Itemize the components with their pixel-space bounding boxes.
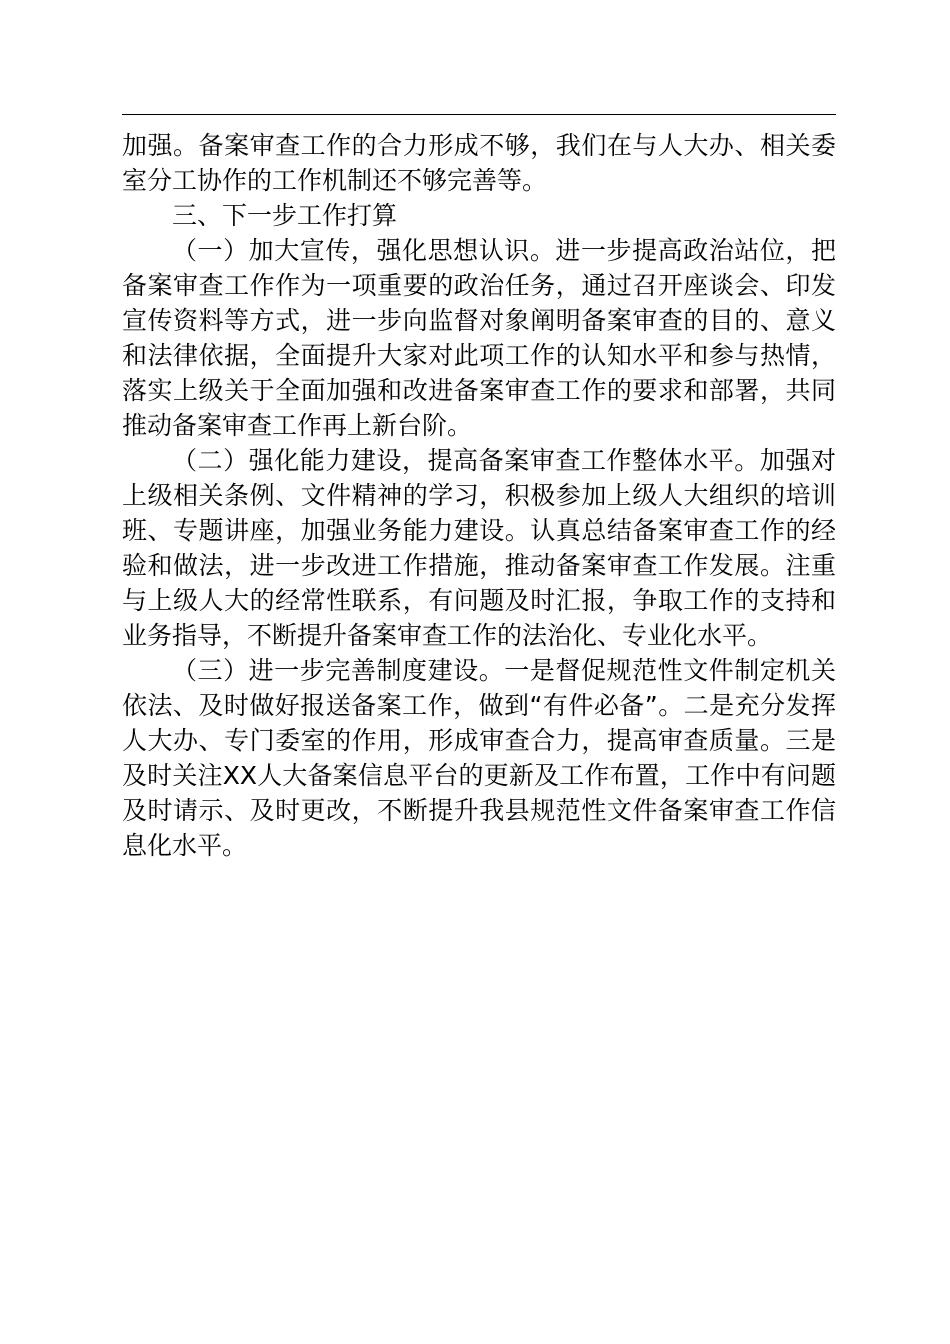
document-body (122, 128, 836, 863)
header-rule (122, 114, 836, 115)
paragraph-item-2: （二）强化能力建设，提高备案审查工作整体水平。加强对上级相关条例、文件精神的学习，积极参加上级人大组织的培训班、专题讲座，加强业务能力建设。认真总结备案审查工作的经验和做法，进一步改进工作措施，推动备案审查工作发展。注重与上级人大的经常性联系，有问题及时汇报，争取工作的支持和业务指导，不断提升备案审查工作的法治化、专业化水平。 (122, 446, 836, 650)
paragraph-item-3: （三）进一步完善制度建设。一是督促规范性文件制定机关依法、及时做好报送备案工作，做到“有件必备”。二是充分发挥人大办、专门委室的作用，形成审查合力，提高审查质量。三是及时关注XX人大备案信息平台的更新及工作布置，工作中有问题及时请示、及时更改，不断提升我县规范性文件备案审查工作信息化水平。 (122, 656, 836, 860)
section-heading-next-steps: 三、下一步工作打算 (172, 201, 398, 230)
paragraph-item-1: （一）加大宣传，强化思想认识。进一步提高政治站位，把备案审查工作作为一项重要的政治任务，通过召开座谈会、印发宣传资料等方式，进一步向监督对象阐明备案审查的目的、意义和法律依据，全面提升大家对此项工作的认知水平和参与热情，落实上级关于全面加强和改进备案审查工作的要求和部署，共同推动备案审查工作再上新台阶。 (122, 236, 836, 440)
paragraph-continuation: 加强。备案审查工作的合力形成不够，我们在与人大办、相关委室分工协作的工作机制还不够完善等。 (122, 131, 836, 195)
